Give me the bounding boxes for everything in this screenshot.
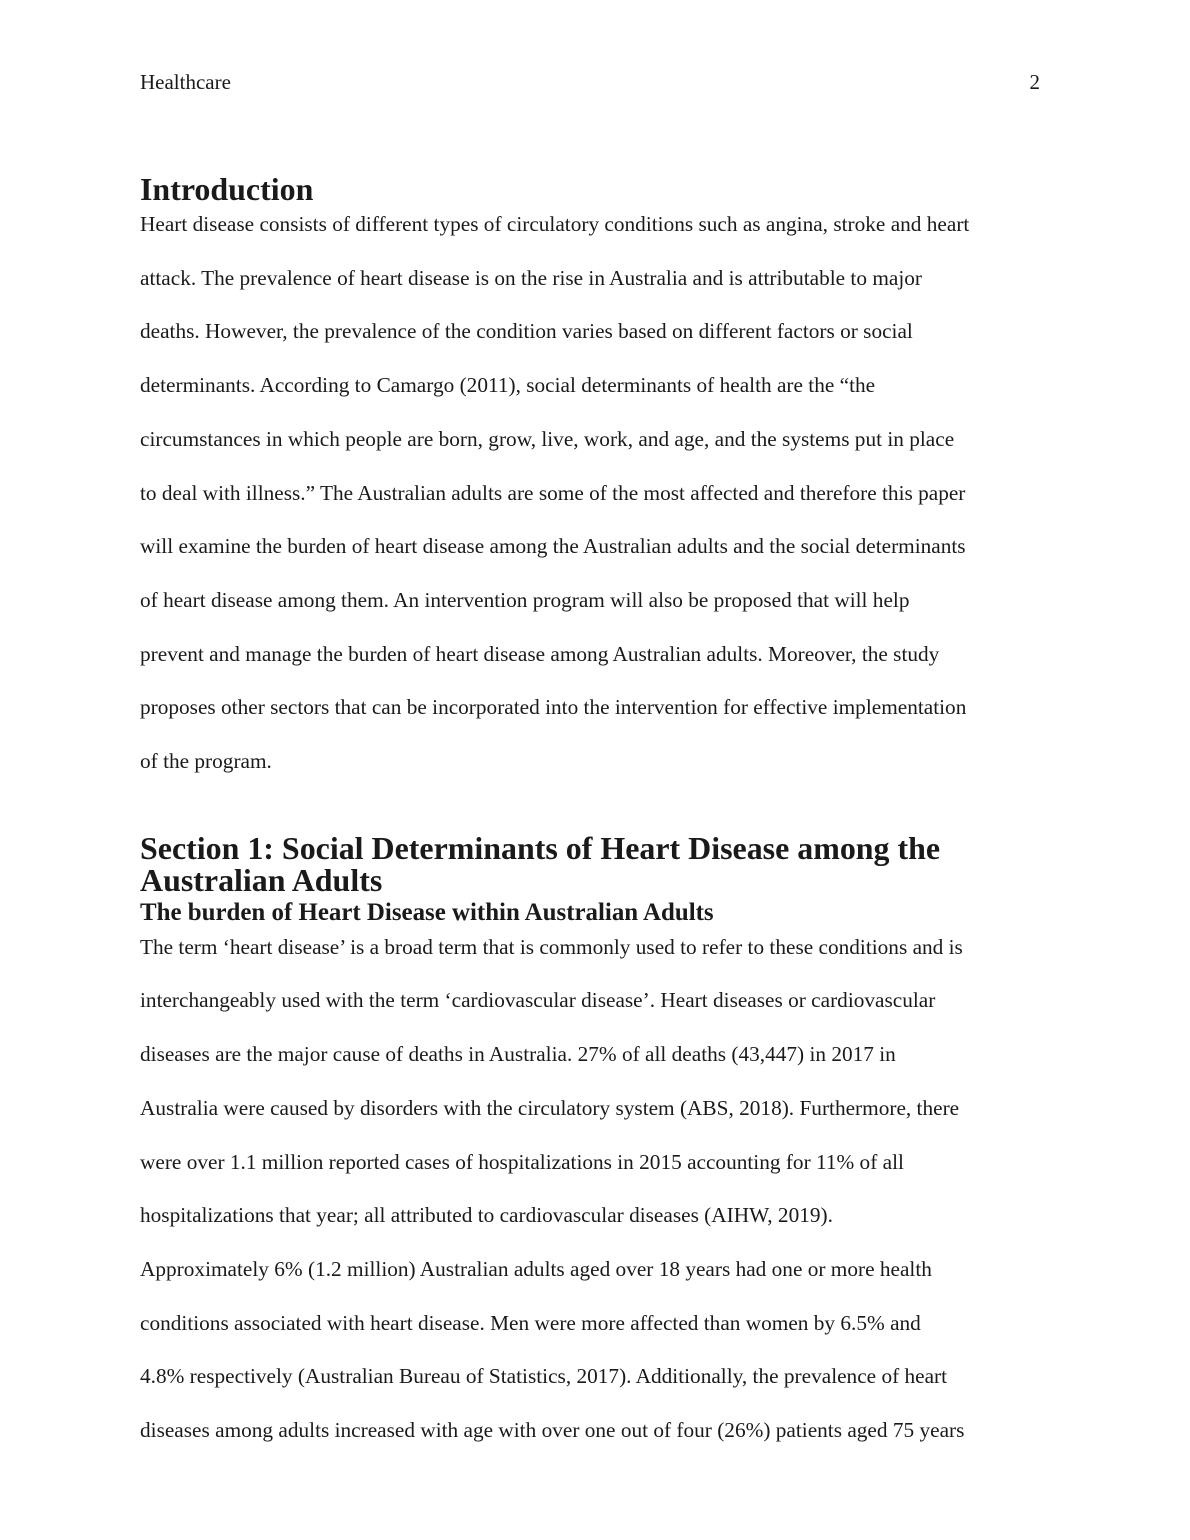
section-line: conditions associated with heart disease. Men were more affected than women by 6.5% and <box>140 1310 921 1335</box>
page-number: 2 <box>1029 70 1040 94</box>
document-body <box>140 174 1052 1458</box>
intro-line: proposes other sectors that can be incorporated into the intervention for effective implementation <box>140 695 967 720</box>
section-line: hospitalizations that year; all attributed to cardiovascular diseases (AIHW, 2019). <box>140 1203 833 1228</box>
intro-paragraph <box>140 198 1052 789</box>
intro-line: attack. The prevalence of heart disease is on the rise in Australia and is attributable to major <box>140 265 922 290</box>
section-spacer <box>140 789 1052 833</box>
intro-line: deaths. However, the prevalence of the condition varies based on different factors or social <box>140 319 913 344</box>
intro-heading: Introduction <box>140 172 314 207</box>
intro-line: will examine the burden of heart disease among the Australian adults and the social determinants <box>140 534 966 559</box>
intro-line: to deal with illness.” The Australian adults are some of the most affected and therefore this paper <box>140 480 966 505</box>
section-heading: Section 1: Social Determinants of Heart Disease among the Australian Adults <box>140 830 941 898</box>
intro-line: of the program. <box>140 749 272 774</box>
section-line: were over 1.1 million reported cases of hospitalizations in 2015 accounting for 11% of all <box>140 1149 904 1174</box>
intro-line: circumstances in which people are born, grow, live, work, and age, and the systems put in place <box>140 426 955 451</box>
section-line: 4.8% respectively (Australian Bureau of Statistics, 2017). Additionally, the prevalence of heart <box>140 1364 948 1389</box>
section-line: interchangeably used with the term ‘cardiovascular disease’. Heart diseases or cardiovascular <box>140 988 936 1013</box>
intro-line: Heart disease consists of different types of circulatory conditions such as angina, stroke and heart <box>140 212 970 236</box>
intro-line: prevent and manage the burden of heart disease among Australian adults. Moreover, the study <box>140 641 940 666</box>
intro-line: determinants. According to Camargo (2011), social determinants of health are the “the <box>140 373 876 398</box>
section-line: Approximately 6% (1.2 million) Australian adults aged over 18 years had one or more health <box>140 1256 932 1281</box>
running-head: Healthcare <box>140 70 231 94</box>
section-line: The term ‘heart disease’ is a broad term that is commonly used to refer to these conditions and is <box>140 934 963 959</box>
intro-line: of heart disease among them. An intervention program will also be proposed that will help <box>140 587 910 612</box>
section-line: diseases among adults increased with age with over one out of four (26%) patients aged 75 years <box>140 1418 965 1443</box>
section-subheading: The burden of Heart Disease within Australian Adults <box>140 898 714 926</box>
section-line: Australia were caused by disorders with the circulatory system (ABS, 2018). Furthermore, there <box>140 1095 960 1120</box>
page-header <box>140 70 1040 100</box>
section-paragraph <box>140 921 1052 1458</box>
section-line: diseases are the major cause of deaths in Australia. 27% of all deaths (43,447) in 2017 in <box>140 1042 896 1067</box>
